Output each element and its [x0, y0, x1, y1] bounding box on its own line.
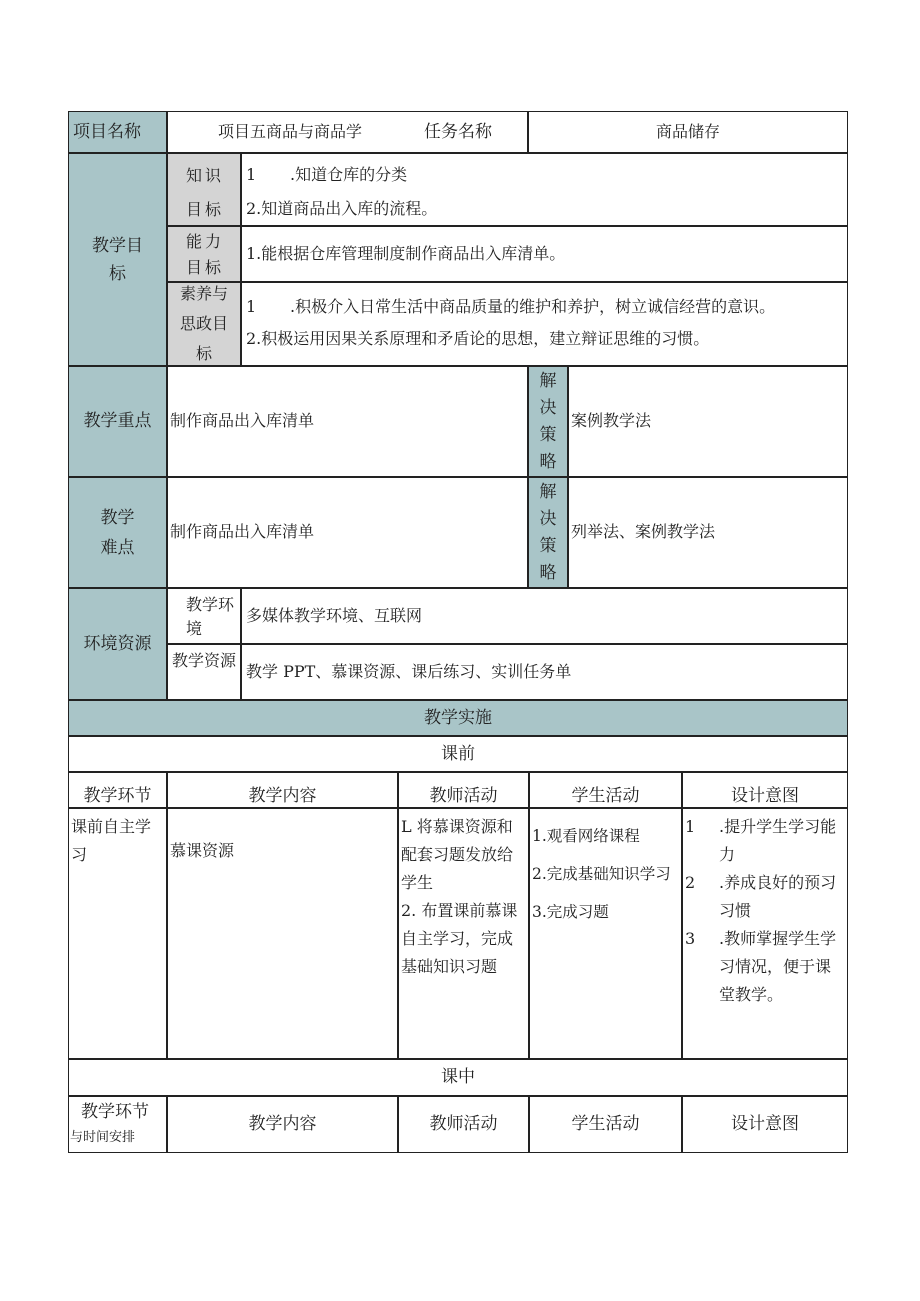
resources-value: 教学 PPT、慕课资源、课后练习、实训任务单: [241, 644, 848, 700]
strategy-char: 解: [539, 481, 557, 502]
in-header-stage: [68, 1096, 167, 1153]
task-name-label: 任务名称: [424, 121, 493, 142]
student-activity-3: 3.完成习题: [532, 903, 609, 921]
student-activity-1: 1.观看网络课程: [532, 827, 640, 845]
knowledge-item-1: .知道仓库的分类: [290, 165, 408, 184]
intent-num: 1: [685, 817, 696, 836]
lesson-plan-table: [68, 111, 848, 1153]
environment-value: 多媒体教学环境、互联网: [241, 588, 848, 644]
ability-goal-content: 1.能根据仓库管理制度制作商品出入库清单。: [241, 226, 848, 282]
implementation-title: 教学实施: [68, 700, 848, 736]
key-point-strategy: 案例教学法: [568, 366, 848, 477]
environment-sub-label: 教学环境: [167, 588, 241, 644]
literacy-item-2: 2.积极运用因果关系原理和矛盾论的思想，建立辩证思维的习惯。: [246, 329, 710, 348]
environment-label: 环境资源: [68, 588, 167, 700]
key-point-strategy-label: [528, 366, 568, 477]
intent-item: [685, 813, 845, 869]
strategy-char: 策: [539, 424, 557, 445]
difficulty-label: 教学难点: [68, 477, 167, 588]
difficulty-strategy: 列举法、案例教学法: [568, 477, 848, 588]
literacy-goal-content: [241, 282, 848, 366]
knowledge-goal-content: [241, 153, 848, 226]
difficulty-strategy-label: [528, 477, 568, 588]
intent-num: 3: [685, 929, 696, 948]
project-name-value: [167, 111, 528, 153]
key-point-label: 教学重点: [68, 366, 167, 477]
teacher-activity-2: 2. 布置课前慕课自主学习，完成基础知识习题: [401, 901, 518, 976]
task-name-value: 商品储存: [528, 111, 848, 153]
intent-item: [685, 925, 845, 1009]
teacher-activity-1: L 将慕课资源和配套习题发放给学生: [401, 817, 514, 892]
strategy-char: 决: [539, 397, 557, 418]
in-class-title: 课中: [68, 1059, 848, 1096]
in-header-stage-label: 教学环节: [81, 1102, 149, 1122]
pre-header-student: 学生活动: [529, 772, 682, 808]
ability-goal-label: 能力目标: [167, 226, 241, 282]
key-point-content: 制作商品出入库清单: [167, 366, 528, 477]
intent-item: [685, 869, 845, 925]
literacy-goal-label: 素养与思政目标: [167, 282, 241, 366]
intent-text: .养成良好的预习习惯: [719, 873, 837, 920]
literacy-item-1: .积极介入日常生活中商品质量的维护和养护，树立诚信经营的意识。: [290, 297, 776, 316]
pre-row-student: [529, 808, 682, 1059]
intent-text: .教师掌握学生学习情况，便于课堂教学。: [719, 929, 837, 1004]
student-activity-2: 2.完成基础知识学习: [532, 865, 671, 883]
teaching-goals-label: 教学目标: [68, 153, 167, 366]
pre-header-intent: 设计意图: [682, 772, 848, 808]
knowledge-item-2: 2.知道商品出入库的流程。: [246, 199, 438, 218]
intent-num: 2: [685, 873, 696, 892]
strategy-char: 略: [539, 451, 557, 472]
pre-header-content: 教学内容: [167, 772, 398, 808]
knowledge-goal-label: 知识目标: [167, 153, 241, 226]
resources-sub-label: 教学资源: [167, 644, 241, 700]
pre-row-content: 慕课资源: [167, 808, 398, 1059]
literacy-item-num: 1: [246, 297, 257, 316]
in-header-stage-sub: 与时间安排: [70, 1130, 136, 1145]
pre-row-intent: [682, 808, 848, 1059]
in-header-student: 学生活动: [529, 1096, 682, 1153]
pre-header-stage: 教学环节: [68, 772, 167, 808]
in-header-teacher: 教师活动: [398, 1096, 529, 1153]
strategy-char: 策: [539, 535, 557, 556]
pre-row-stage: 课前自主学习: [68, 808, 167, 1059]
strategy-char: 略: [539, 562, 557, 583]
pre-header-teacher: 教师活动: [398, 772, 529, 808]
pre-class-title: 课前: [68, 736, 848, 772]
knowledge-item-num: 1: [246, 165, 257, 184]
in-header-content: 教学内容: [167, 1096, 398, 1153]
pre-row-teacher: [398, 808, 529, 1059]
in-header-intent: 设计意图: [682, 1096, 848, 1153]
difficulty-content: 制作商品出入库清单: [167, 477, 528, 588]
project-name-label: 项目名称: [68, 111, 167, 153]
strategy-char: 决: [539, 508, 557, 529]
project-name-text: 项目五商品与商品学: [218, 121, 363, 141]
intent-text: .提升学生学习能力: [719, 817, 837, 864]
strategy-char: 解: [539, 370, 557, 391]
